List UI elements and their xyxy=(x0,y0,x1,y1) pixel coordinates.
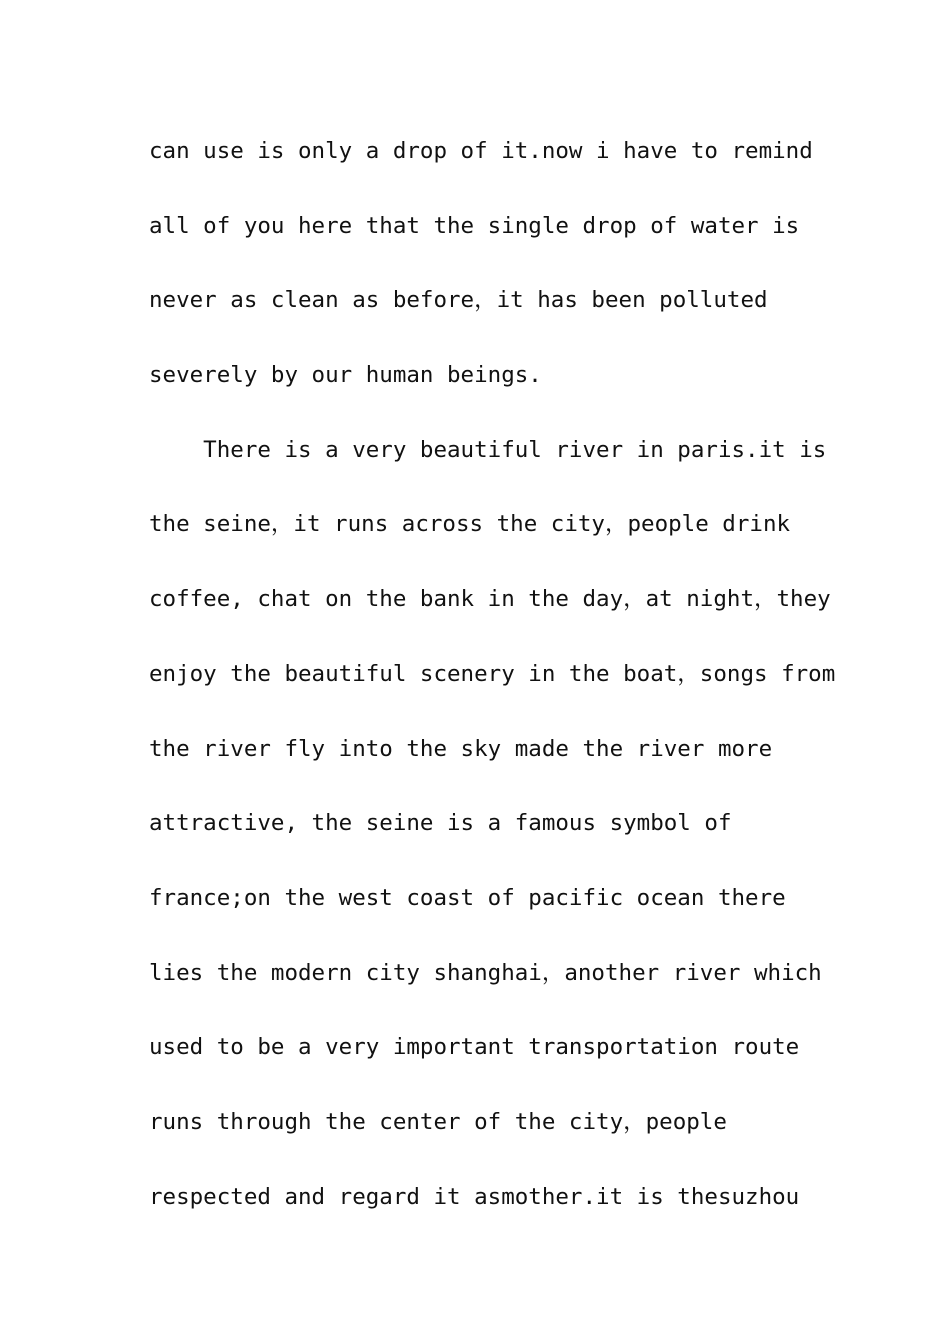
text-line: all of you here that the single drop of water is xyxy=(149,212,800,239)
text-line: lies the modern city shanghai，another river which xyxy=(149,959,822,986)
text-line: runs through the center of the city，people xyxy=(149,1108,727,1135)
text-line: can use is only a drop of it.now i have to remind xyxy=(149,138,813,164)
text-line: enjoy the beautiful scenery in the boat，songs from xyxy=(149,660,836,687)
text-line: the river fly into the sky made the river more xyxy=(149,735,773,762)
text-line: used to be a very important transportation route xyxy=(149,1034,800,1061)
text-line: severely by our human beings. xyxy=(149,362,542,389)
text-line: the seine，it runs across the city，people drink xyxy=(149,511,791,538)
text-line: respected and regard it asmother.it is thesuzhou xyxy=(149,1183,800,1210)
body-text xyxy=(149,114,836,1234)
text-line: never as clean as before，it has been polluted xyxy=(149,287,768,314)
text-line: france;on the west coast of pacific ocean there xyxy=(149,884,786,911)
text-line: attractive, the seine is a famous symbol of xyxy=(149,810,732,837)
paragraph-start-line: There is a very beautiful river in paris.it is xyxy=(149,436,827,463)
text-line: coffee, chat on the bank in the day，at night，they xyxy=(149,586,831,613)
